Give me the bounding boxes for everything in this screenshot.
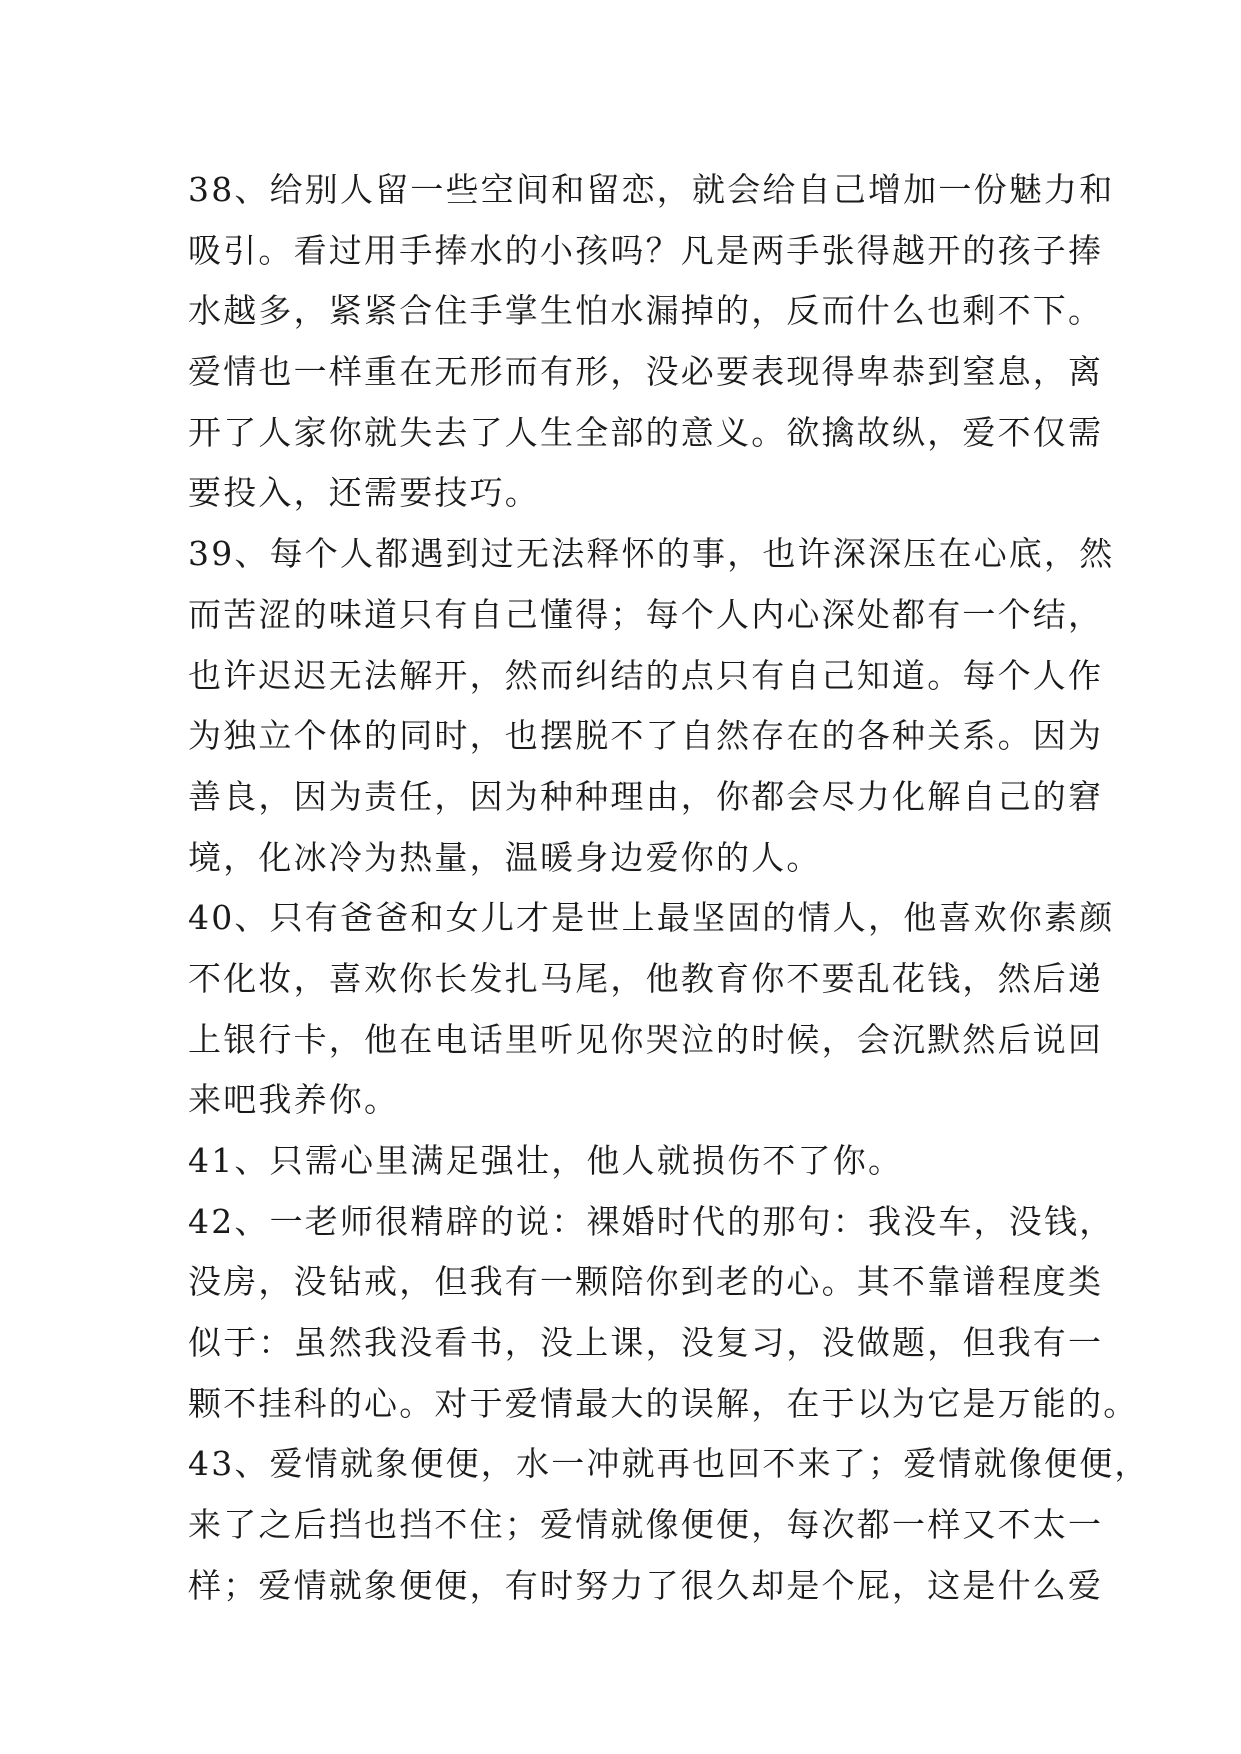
paragraph-42 xyxy=(188,1192,1139,1435)
text-line: 样；爱情就象便便，有时努力了很久却是个屁，这是什么爱 xyxy=(188,1565,1104,1605)
text-line: 也许迟迟无法解开，然而纠结的点只有自己知道。每个人作 xyxy=(188,655,1104,695)
text-line: 39、每个人都遇到过无法释怀的事，也许深深压在心底，然 xyxy=(188,534,1115,574)
text-line: 没房，没钻戒，但我有一颗陪你到老的心。其不靠谱程度类 xyxy=(188,1262,1104,1302)
paragraph-40 xyxy=(188,888,1115,1131)
text-line: 来吧我养你。 xyxy=(188,1080,400,1120)
text-line: 要投入，还需要技巧。 xyxy=(188,473,540,513)
text-line: 似于：虽然我没看书，没上课，没复习，没做题，但我有一 xyxy=(188,1323,1104,1363)
text-line: 爱情也一样重在无形而有形，没必要表现得卑恭到窒息，离 xyxy=(188,352,1104,392)
text-line: 为独立个体的同时，也摆脱不了自然存在的各种关系。因为 xyxy=(188,716,1104,756)
text-line: 41、只需心里满足强壮，他人就损伤不了你。 xyxy=(188,1141,904,1180)
text-line: 吸引。看过用手捧水的小孩吗？凡是两手张得越开的孩子捧 xyxy=(188,230,1104,270)
text-line: 不化妆，喜欢你长发扎马尾，他教育你不要乱花钱，然后递 xyxy=(188,958,1104,998)
text-line: 境，化冰冷为热量，温暖身边爱你的人。 xyxy=(188,837,822,877)
text-line: 40、只有爸爸和女儿才是世上最坚固的情人，他喜欢你素颜 xyxy=(188,898,1115,938)
text-line: 42、一老师很精辟的说：裸婚时代的那句：我没车，没钱， xyxy=(188,1201,1115,1241)
text-line: 水越多，紧紧合住手掌生怕水漏掉的，反而什么也剩不下。 xyxy=(188,291,1104,331)
text-line: 开了人家你就失去了人生全部的意义。欲擒故纵，爱不仅需 xyxy=(188,412,1104,452)
text-line: 而苦涩的味道只有自己懂得；每个人内心深处都有一个结， xyxy=(188,594,1104,634)
paragraph-43 xyxy=(188,1434,1150,1616)
text-line: 来了之后挡也挡不住；爱情就像便便，每次都一样又不太一 xyxy=(188,1505,1104,1545)
paragraph-41 xyxy=(188,1131,1088,1192)
paragraph-39 xyxy=(188,524,1115,888)
paragraph-38 xyxy=(188,160,1115,524)
text-line: 上银行卡，他在电话里听见你哭泣的时候，会沉默然后说回 xyxy=(188,1019,1104,1059)
text-line: 38、给别人留一些空间和留恋，就会给自己增加一份魅力和 xyxy=(188,170,1115,209)
text-line: 颗不挂科的心。对于爱情最大的误解，在于以为它是万能的。 xyxy=(188,1383,1139,1423)
text-line: 43、爱情就象便便，水一冲就再也回不来了；爱情就像便便， xyxy=(188,1444,1150,1484)
text-line: 善良，因为责任，因为种种理由，你都会尽力化解自己的窘 xyxy=(188,776,1104,816)
document-body xyxy=(188,160,1150,1617)
